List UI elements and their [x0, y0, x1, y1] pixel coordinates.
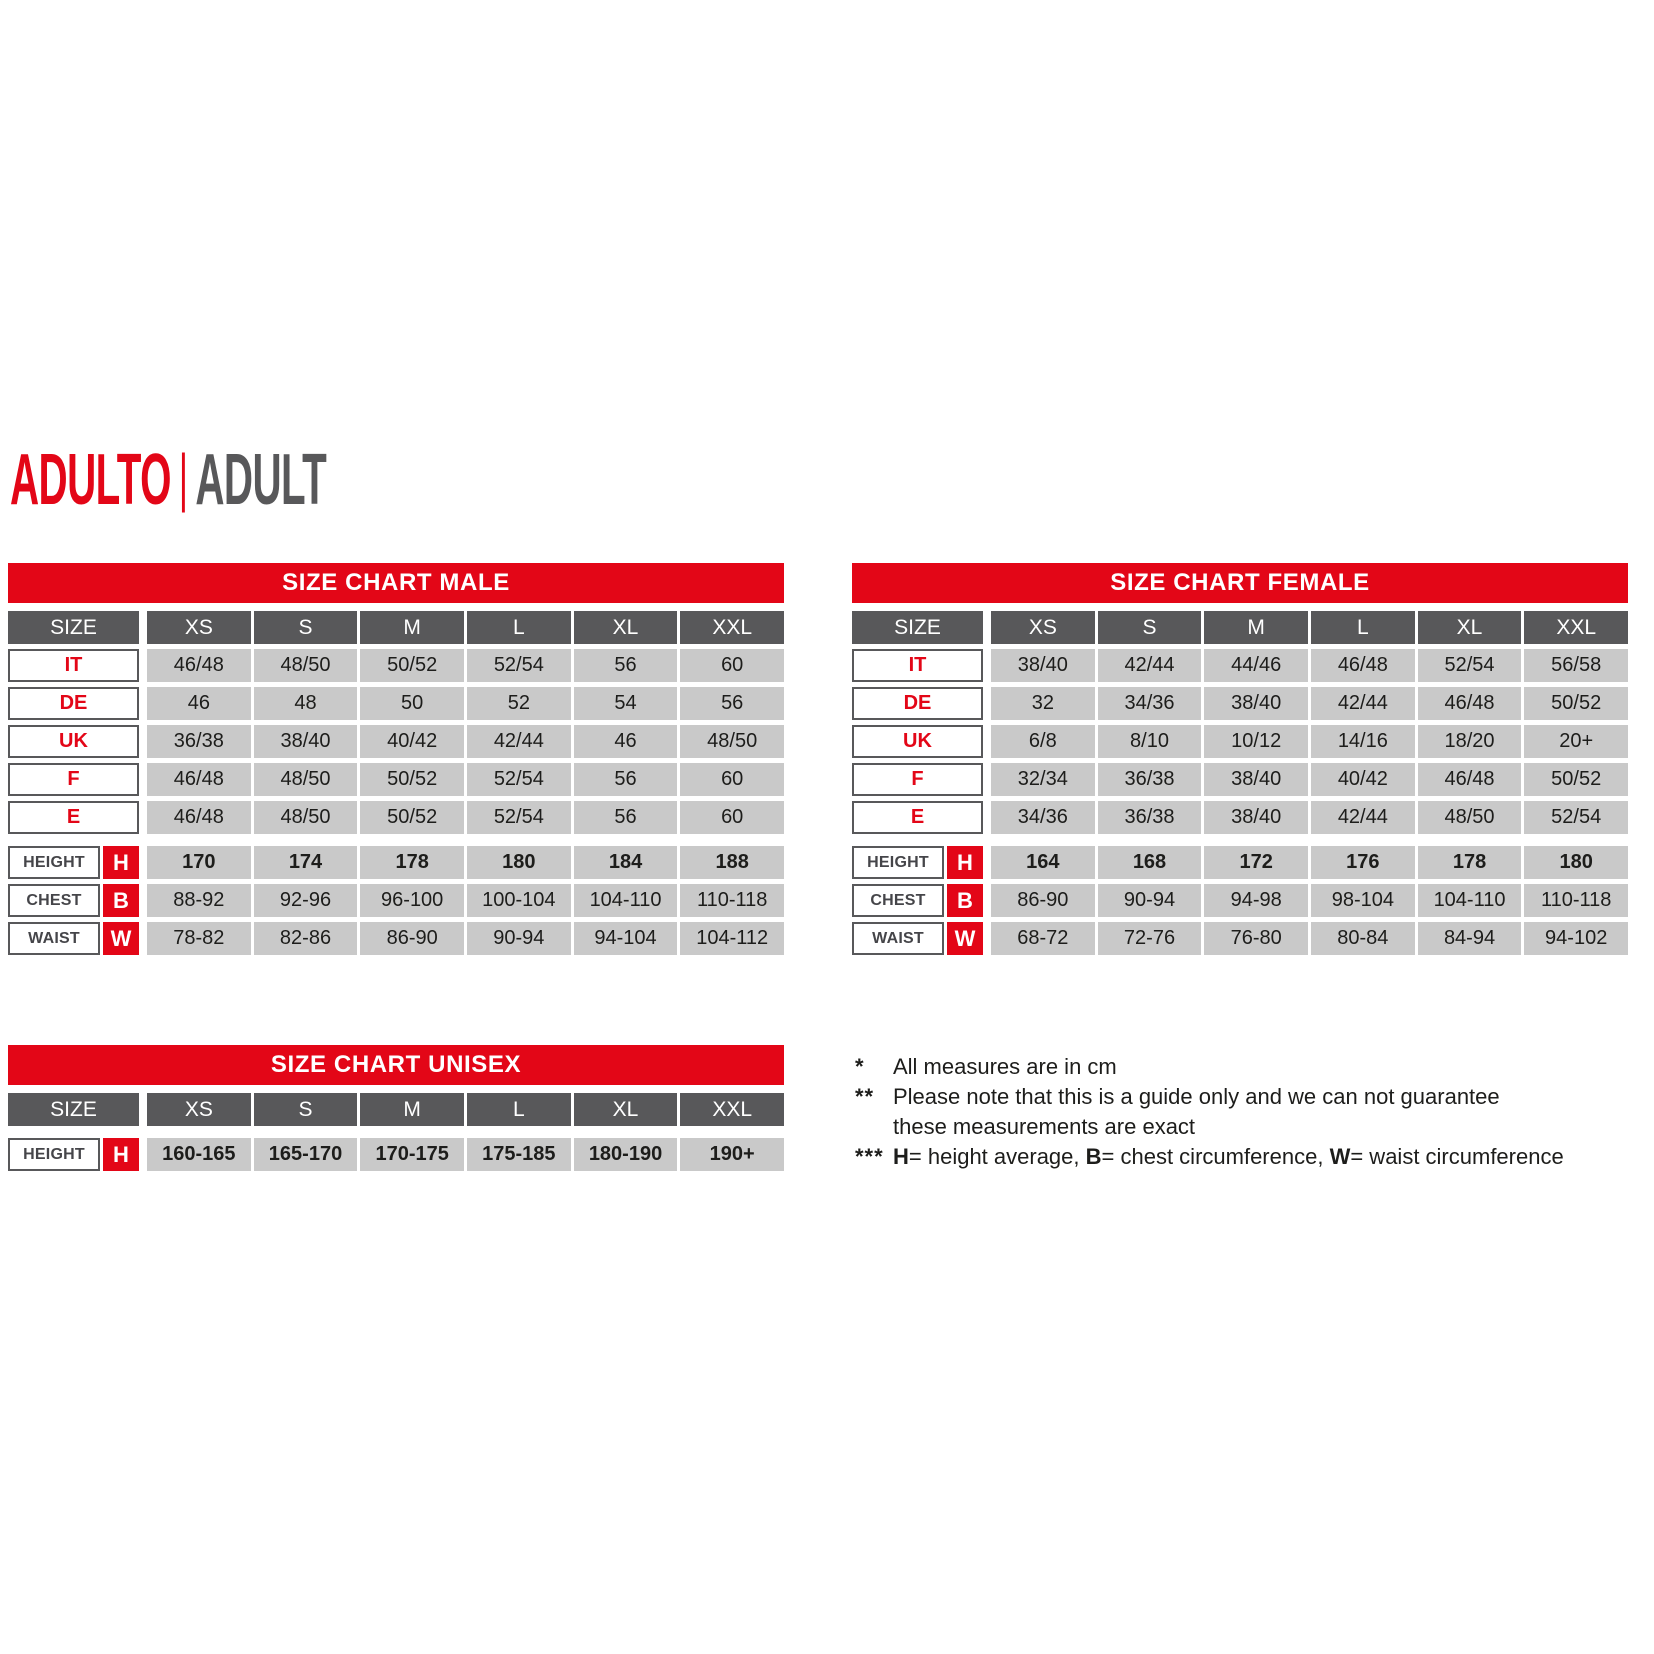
size-cell: 38/40 [991, 649, 1095, 682]
measure-cell: 188 [680, 846, 784, 879]
measure-row-waist [852, 922, 1628, 955]
row-label-slot [8, 649, 139, 682]
measure-cell: 98-104 [1311, 884, 1415, 917]
measure-cell: 86-90 [360, 922, 464, 955]
size-cell: 42/44 [1311, 687, 1415, 720]
measure-badge-w: W [947, 922, 983, 955]
row-values [991, 801, 1628, 834]
row-label-slot [8, 725, 139, 758]
measure-row-chest [852, 884, 1628, 917]
column-header: M [360, 611, 464, 644]
row-values [991, 846, 1628, 879]
measure-cell: 92-96 [254, 884, 358, 917]
size-cell: 38/40 [1204, 763, 1308, 796]
size-cell: 38/40 [1204, 687, 1308, 720]
measure-label-slot [8, 846, 139, 879]
column-header: XS [147, 1093, 251, 1126]
measure-cell: 94-104 [574, 922, 678, 955]
size-cell: 60 [680, 763, 784, 796]
footnote-text [893, 1082, 1650, 1142]
size-cell: 10/12 [1204, 725, 1308, 758]
size-cell: 6/8 [991, 725, 1095, 758]
column-header: M [1204, 611, 1308, 644]
size-cell: 48/50 [680, 725, 784, 758]
row-values [147, 649, 784, 682]
footnote-segment: = chest circumference, [1101, 1144, 1330, 1169]
footnote-3 [855, 1142, 1650, 1172]
measure-label: WAIST [852, 922, 944, 955]
row-values [991, 687, 1628, 720]
size-cell: 46 [147, 687, 251, 720]
measure-label: HEIGHT [852, 846, 944, 879]
footnote-segment: Please note that this is a guide only and we can not guarantee [893, 1084, 1500, 1109]
size-cell: 42/44 [1098, 649, 1202, 682]
column-header: XXL [680, 611, 784, 644]
measure-label-slot [852, 846, 983, 879]
size-cell: 36/38 [1098, 763, 1202, 796]
corner-label-slot [8, 611, 139, 644]
size-cell: 52/54 [1418, 649, 1522, 682]
measure-label: CHEST [8, 884, 100, 917]
size-cell: 52/54 [467, 763, 571, 796]
size-cell: 50 [360, 687, 464, 720]
table-header-row [8, 611, 784, 644]
row-label-slot [852, 687, 983, 720]
column-header: S [254, 1093, 358, 1126]
size-cell: 56/58 [1524, 649, 1628, 682]
page-title-primary: ADULTO [10, 440, 171, 520]
column-header: L [467, 611, 571, 644]
row-values [991, 922, 1628, 955]
size-cell: 50/52 [1524, 687, 1628, 720]
size-cell: 20+ [1524, 725, 1628, 758]
size-cell: 40/42 [360, 725, 464, 758]
row-values [991, 725, 1628, 758]
measure-cell: 178 [1418, 846, 1522, 879]
row-label: DE [852, 687, 983, 720]
size-cell: 46/48 [1418, 763, 1522, 796]
measure-badge-b: B [947, 884, 983, 917]
measure-cell: 165-170 [254, 1138, 358, 1171]
footnote-segment: = waist circumference [1350, 1144, 1564, 1169]
row-label: F [852, 763, 983, 796]
size-cell: 32/34 [991, 763, 1095, 796]
column-header: XXL [680, 1093, 784, 1126]
row-label-slot [852, 801, 983, 834]
footnote-line [893, 1142, 1650, 1172]
row-values [147, 725, 784, 758]
size-cell: 46/48 [147, 649, 251, 682]
measure-cell: 180-190 [574, 1138, 678, 1171]
size-cell: 56 [574, 801, 678, 834]
size-cell: 36/38 [147, 725, 251, 758]
measure-badge-w: W [103, 922, 139, 955]
size-cell: 46 [574, 725, 678, 758]
size-row-e [8, 801, 784, 834]
measure-label: WAIST [8, 922, 100, 955]
row-values [991, 763, 1628, 796]
row-label-slot [8, 687, 139, 720]
table-title: SIZE CHART UNISEX [8, 1045, 784, 1085]
footnote-segment: All measures are in cm [893, 1054, 1117, 1079]
measure-cell: 94-98 [1204, 884, 1308, 917]
measure-cell: 178 [360, 846, 464, 879]
size-cell: 14/16 [1311, 725, 1415, 758]
row-label: E [8, 801, 139, 834]
measure-label-slot [8, 1138, 139, 1171]
row-values [147, 763, 784, 796]
size-row-de [8, 687, 784, 720]
table-title: SIZE CHART FEMALE [852, 563, 1628, 603]
size-cell: 52/54 [1524, 801, 1628, 834]
row-label-slot [852, 649, 983, 682]
measure-cell: 168 [1098, 846, 1202, 879]
footnote-1 [855, 1052, 1650, 1082]
measure-label-slot [8, 922, 139, 955]
measure-badge-b: B [103, 884, 139, 917]
measure-badge-h: H [947, 846, 983, 879]
column-header: XS [147, 611, 251, 644]
measure-cell: 104-112 [680, 922, 784, 955]
measure-cell: 78-82 [147, 922, 251, 955]
size-cell: 52 [467, 687, 571, 720]
measure-cell: 172 [1204, 846, 1308, 879]
size-chart-male-table [8, 563, 784, 955]
size-cell: 38/40 [254, 725, 358, 758]
row-label: IT [852, 649, 983, 682]
size-cell: 42/44 [1311, 801, 1415, 834]
footnote-text [893, 1052, 1650, 1082]
size-cell: 18/20 [1418, 725, 1522, 758]
measure-cell: 88-92 [147, 884, 251, 917]
measure-cell: 96-100 [360, 884, 464, 917]
size-row-uk [852, 725, 1628, 758]
measure-badge-h: H [103, 1138, 139, 1171]
size-row-f [852, 763, 1628, 796]
row-label-slot [852, 725, 983, 758]
column-headers [147, 1093, 784, 1126]
page-title-separator: | [178, 441, 188, 513]
size-row-uk [8, 725, 784, 758]
measure-cell: 76-80 [1204, 922, 1308, 955]
measure-label-slot [852, 922, 983, 955]
size-cell: 48/50 [254, 649, 358, 682]
measure-cell: 180 [467, 846, 571, 879]
footnote-line [893, 1052, 1650, 1082]
measure-cell: 104-110 [1418, 884, 1522, 917]
size-cell: 54 [574, 687, 678, 720]
row-values [147, 884, 784, 917]
size-cell: 34/36 [991, 801, 1095, 834]
size-cell: 52/54 [467, 649, 571, 682]
column-header: XS [991, 611, 1095, 644]
measure-row-waist [8, 922, 784, 955]
size-cell: 50/52 [360, 649, 464, 682]
measure-cell: 90-94 [467, 922, 571, 955]
footnote-line [893, 1112, 1650, 1142]
corner-label-slot [852, 611, 983, 644]
measure-label-slot [852, 884, 983, 917]
column-headers [147, 611, 784, 644]
size-cell: 50/52 [360, 763, 464, 796]
footnote-line [893, 1082, 1650, 1112]
size-cell: 50/52 [360, 801, 464, 834]
column-header: M [360, 1093, 464, 1126]
footnote-key: H [893, 1144, 909, 1169]
column-header: L [467, 1093, 571, 1126]
column-header: XL [574, 1093, 678, 1126]
measure-badge-h: H [103, 846, 139, 879]
size-cell: 36/38 [1098, 801, 1202, 834]
footnote-marker: * [855, 1054, 865, 1079]
measure-label-slot [8, 884, 139, 917]
row-label: DE [8, 687, 139, 720]
row-values [147, 687, 784, 720]
size-cell: 50/52 [1524, 763, 1628, 796]
size-cell: 48/50 [254, 763, 358, 796]
size-cell: 38/40 [1204, 801, 1308, 834]
size-chart-female-table [852, 563, 1628, 955]
footnote-key: W [1329, 1144, 1351, 1169]
size-cell: 8/10 [1098, 725, 1202, 758]
column-header: XXL [1524, 611, 1628, 644]
measure-row-height [852, 846, 1628, 879]
corner-label: SIZE [8, 1093, 139, 1126]
size-cell: 56 [680, 687, 784, 720]
size-cell: 46/48 [147, 801, 251, 834]
size-row-e [852, 801, 1628, 834]
table-title: SIZE CHART MALE [8, 563, 784, 603]
measure-cell: 176 [1311, 846, 1415, 879]
measure-cell: 84-94 [1418, 922, 1522, 955]
measure-cell: 86-90 [991, 884, 1095, 917]
measure-cell: 180 [1524, 846, 1628, 879]
measure-cell: 110-118 [1524, 884, 1628, 917]
row-label: UK [8, 725, 139, 758]
row-values [147, 846, 784, 879]
size-cell: 32 [991, 687, 1095, 720]
row-values [991, 884, 1628, 917]
measure-cell: 170-175 [360, 1138, 464, 1171]
measure-cell: 174 [254, 846, 358, 879]
measure-row-chest [8, 884, 784, 917]
size-cell: 48/50 [254, 801, 358, 834]
measure-cell: 175-185 [467, 1138, 571, 1171]
row-label-slot [8, 763, 139, 796]
footnote-text [893, 1142, 1650, 1172]
footnote-2 [855, 1082, 1650, 1142]
measure-cell: 160-165 [147, 1138, 251, 1171]
size-cell: 56 [574, 763, 678, 796]
measure-cell: 80-84 [1311, 922, 1415, 955]
row-values [147, 1138, 784, 1171]
column-header: S [1098, 611, 1202, 644]
corner-label: SIZE [8, 611, 139, 644]
measure-label: HEIGHT [8, 1138, 100, 1171]
size-row-f [8, 763, 784, 796]
measure-cell: 82-86 [254, 922, 358, 955]
row-label: E [852, 801, 983, 834]
size-cell: 60 [680, 649, 784, 682]
measure-cell: 104-110 [574, 884, 678, 917]
measure-cell: 90-94 [1098, 884, 1202, 917]
measure-cell: 164 [991, 846, 1095, 879]
footnote-marker: ** [855, 1084, 875, 1109]
row-values [991, 649, 1628, 682]
size-row-de [852, 687, 1628, 720]
footnote-marker: *** [855, 1144, 884, 1169]
size-row-it [8, 649, 784, 682]
measure-cell: 190+ [680, 1138, 784, 1171]
footnote-segment: these measurements are exact [893, 1114, 1196, 1139]
measure-cell: 94-102 [1524, 922, 1628, 955]
measure-row-height [8, 1138, 784, 1171]
column-header: XL [1418, 611, 1522, 644]
size-cell: 42/44 [467, 725, 571, 758]
table-header-row [852, 611, 1628, 644]
row-label-slot [852, 763, 983, 796]
footnote-segment: = height average, [908, 1144, 1086, 1169]
page-title-secondary: ADULT [195, 440, 327, 520]
column-header: S [254, 611, 358, 644]
measure-row-height [8, 846, 784, 879]
size-cell: 46/48 [147, 763, 251, 796]
footnote-key: B [1085, 1144, 1102, 1169]
footnotes [855, 1052, 1650, 1172]
measure-cell: 100-104 [467, 884, 571, 917]
size-cell: 40/42 [1311, 763, 1415, 796]
size-cell: 56 [574, 649, 678, 682]
column-header: L [1311, 611, 1415, 644]
row-label-slot [8, 801, 139, 834]
measure-cell: 184 [574, 846, 678, 879]
row-label: IT [8, 649, 139, 682]
row-label: F [8, 763, 139, 796]
corner-label: SIZE [852, 611, 983, 644]
size-row-it [852, 649, 1628, 682]
size-chart-unisex-table [8, 1045, 784, 1171]
size-cell: 46/48 [1311, 649, 1415, 682]
row-values [147, 801, 784, 834]
corner-label-slot [8, 1093, 139, 1126]
size-cell: 34/36 [1098, 687, 1202, 720]
size-cell: 52/54 [467, 801, 571, 834]
measure-label: HEIGHT [8, 846, 100, 879]
measure-cell: 68-72 [991, 922, 1095, 955]
size-cell: 46/48 [1418, 687, 1522, 720]
table-header-row [8, 1093, 784, 1126]
measure-label: CHEST [852, 884, 944, 917]
row-label: UK [852, 725, 983, 758]
size-cell: 48 [254, 687, 358, 720]
size-cell: 60 [680, 801, 784, 834]
measure-cell: 72-76 [1098, 922, 1202, 955]
page-title [10, 440, 327, 520]
measure-cell: 110-118 [680, 884, 784, 917]
size-cell: 48/50 [1418, 801, 1522, 834]
size-cell: 44/46 [1204, 649, 1308, 682]
row-values [147, 922, 784, 955]
column-header: XL [574, 611, 678, 644]
measure-cell: 170 [147, 846, 251, 879]
column-headers [991, 611, 1628, 644]
